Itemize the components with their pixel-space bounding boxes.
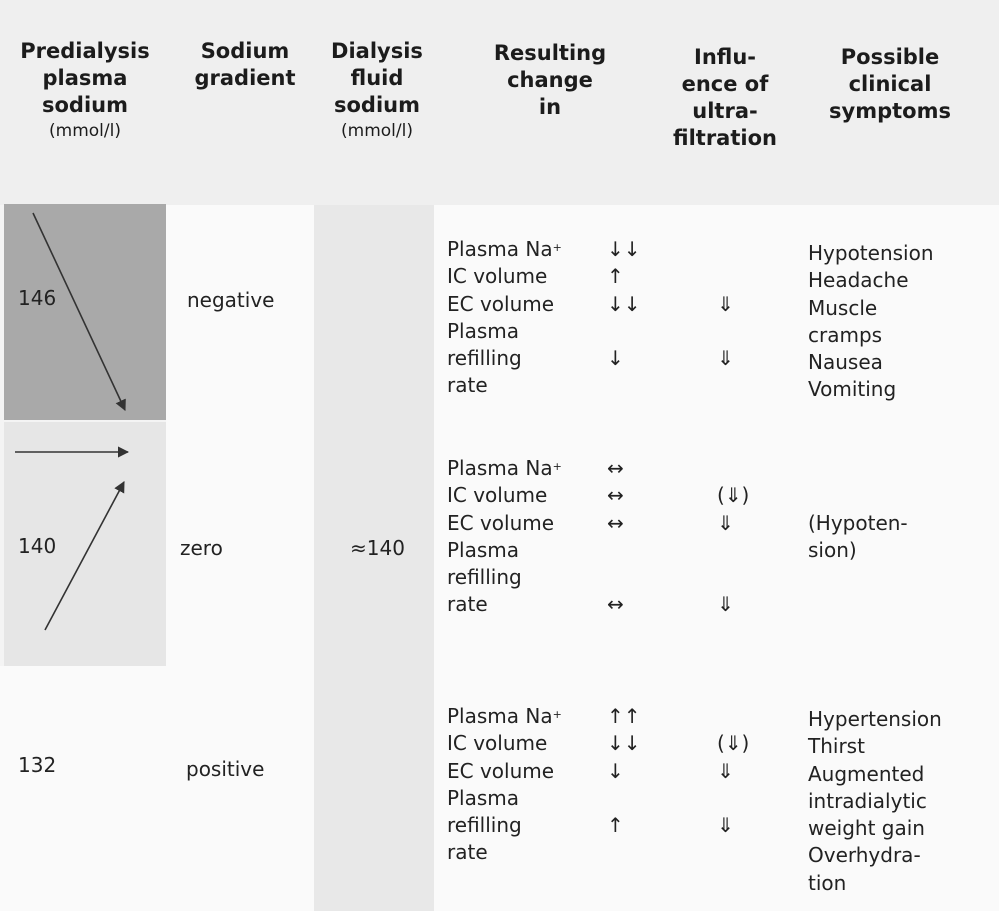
header-line: Possible (840, 45, 940, 69)
symptom: intradialytic (808, 788, 927, 813)
header-unit: (mmol/l) (49, 121, 121, 141)
change-arrow-icon: ↓ (607, 758, 624, 783)
change-arrow-icon: ↑ (607, 813, 624, 838)
symptom: (Hypoten- (808, 510, 908, 535)
change-row (447, 510, 797, 537)
row2-fluid-sodium: ≈140 (350, 536, 405, 560)
header-line: plasma (42, 66, 128, 90)
symptom (808, 455, 908, 482)
change-arrow-icon: ↑↑ (607, 704, 641, 728)
change-row (447, 564, 797, 591)
row2-changes (447, 455, 797, 619)
change-row (447, 263, 797, 290)
change-arrow-icon (607, 537, 717, 564)
symptom: Vomiting (808, 377, 897, 402)
change-arrow-icon: ↔ (607, 456, 624, 480)
change-label: rate (447, 840, 488, 865)
change-label-text: Plasma Na (447, 456, 553, 480)
header-line: Predialysis (20, 39, 150, 63)
change-row (447, 839, 797, 866)
change-label: rate (447, 592, 488, 617)
change-arrow-icon (607, 372, 717, 399)
change-row (447, 785, 797, 812)
change-label: EC volume (447, 291, 555, 316)
uf-arrow-icon (717, 236, 797, 263)
change-label: refilling (447, 346, 522, 371)
uf-arrow-icon: ⇓ (717, 758, 734, 783)
row2-symptoms (808, 455, 908, 564)
change-row (447, 236, 797, 263)
row3-changes (447, 703, 797, 867)
header-unit: (mmol/l) (341, 121, 413, 141)
header-line: in (538, 95, 562, 119)
change-arrow-icon (607, 785, 717, 812)
change-label: refilling (447, 813, 522, 838)
row2-plasma-sodium: 140 (18, 534, 57, 558)
uf-arrow-icon (717, 372, 797, 399)
row2-gradient: zero (180, 536, 223, 560)
symptom: Augmented (808, 761, 925, 786)
row1-gradient: negative (187, 288, 275, 312)
header-line: sodium (42, 93, 128, 117)
change-arrow-icon (607, 564, 717, 591)
row3-gradient: positive (186, 757, 265, 781)
symptom: tion (808, 870, 847, 895)
symptom: sion) (808, 537, 857, 562)
symptom: Overhydra- (808, 843, 921, 868)
change-label: refilling (447, 565, 522, 590)
header-line: ence of (681, 72, 769, 96)
header-line: Resulting (493, 41, 607, 65)
uf-arrow-icon (717, 318, 797, 345)
change-label: Plasma (447, 785, 520, 810)
change-label: Plasma (447, 537, 520, 562)
header-line: filtration (673, 126, 777, 150)
change-row (447, 482, 797, 509)
row1-changes (447, 236, 797, 400)
superscript: + (552, 708, 562, 721)
change-arrow-icon: ↔ (607, 592, 624, 617)
change-row (447, 703, 797, 730)
change-arrow-icon: ↔ (607, 483, 624, 508)
change-label: rate (447, 373, 488, 398)
uf-arrow-icon (717, 785, 797, 812)
header-line: Influ- (694, 45, 756, 69)
change-label: IC volume (447, 483, 548, 508)
change-arrow-icon: ↓↓ (607, 731, 641, 756)
change-label (447, 455, 607, 482)
symptom: Thirst (808, 734, 865, 759)
symptom: weight gain (808, 816, 925, 841)
change-arrow-icon: ↔ (607, 510, 624, 535)
header-line: ultra- (692, 99, 758, 123)
change-arrow-icon: ↓↓ (607, 291, 641, 316)
uf-arrow-icon (717, 564, 797, 591)
uf-arrow-icon: (⇓) (717, 731, 750, 756)
symptom (808, 482, 908, 509)
uf-arrow-icon: ⇓ (717, 346, 734, 371)
uf-arrow-icon: ⇓ (717, 291, 734, 316)
change-label: EC volume (447, 758, 555, 783)
uf-arrow-icon (717, 839, 797, 866)
change-label: IC volume (447, 264, 548, 289)
header-line: sodium (334, 93, 420, 117)
change-arrow-icon: ↓↓ (607, 237, 641, 261)
change-row (447, 730, 797, 757)
uf-arrow-icon (717, 455, 797, 482)
row3-plasma-sodium: 132 (18, 753, 57, 777)
change-label (447, 703, 607, 730)
change-row (447, 591, 797, 618)
symptom: Hypertension (808, 707, 942, 731)
symptom: Hypotension (808, 241, 934, 265)
change-label: EC volume (447, 510, 555, 535)
row1-plasma-sodium: 146 (18, 286, 57, 310)
change-row (447, 455, 797, 482)
uf-arrow-icon (717, 263, 797, 290)
symptom: Muscle (808, 295, 878, 320)
row3-symptoms (808, 706, 942, 897)
change-label-text: Plasma Na (447, 237, 553, 261)
change-label: IC volume (447, 731, 548, 756)
header-line: symptoms (829, 99, 951, 123)
change-arrow-icon: ↓ (607, 346, 624, 371)
header-line: clinical (848, 72, 932, 96)
header-line: change (507, 68, 593, 92)
change-label: Plasma (447, 318, 520, 343)
change-row (447, 758, 797, 785)
header-line: Sodium (200, 39, 290, 63)
change-row (447, 537, 797, 564)
change-row (447, 291, 797, 318)
symptom: Headache (808, 268, 909, 293)
change-label-text: Plasma Na (447, 704, 553, 728)
header-line: Dialysis (331, 39, 423, 63)
superscript: + (552, 241, 562, 254)
uf-arrow-icon: ⇓ (717, 592, 734, 617)
superscript: + (552, 460, 562, 473)
change-arrow-icon (607, 839, 717, 866)
change-row (447, 318, 797, 345)
change-arrow-icon (607, 318, 717, 345)
change-row (447, 372, 797, 399)
row1-symptoms (808, 240, 934, 404)
uf-arrow-icon: ⇓ (717, 813, 734, 838)
symptom: cramps (808, 322, 883, 347)
symptom: Nausea (808, 350, 883, 375)
change-row (447, 345, 797, 372)
uf-arrow-icon (717, 703, 797, 730)
header-line: gradient (194, 66, 296, 90)
change-row (447, 812, 797, 839)
change-arrow-icon: ↑ (607, 264, 624, 289)
uf-arrow-icon: (⇓) (717, 483, 750, 508)
uf-arrow-icon: ⇓ (717, 510, 734, 535)
uf-arrow-icon (717, 537, 797, 564)
change-label (447, 236, 607, 263)
header-line: fluid (350, 66, 404, 90)
